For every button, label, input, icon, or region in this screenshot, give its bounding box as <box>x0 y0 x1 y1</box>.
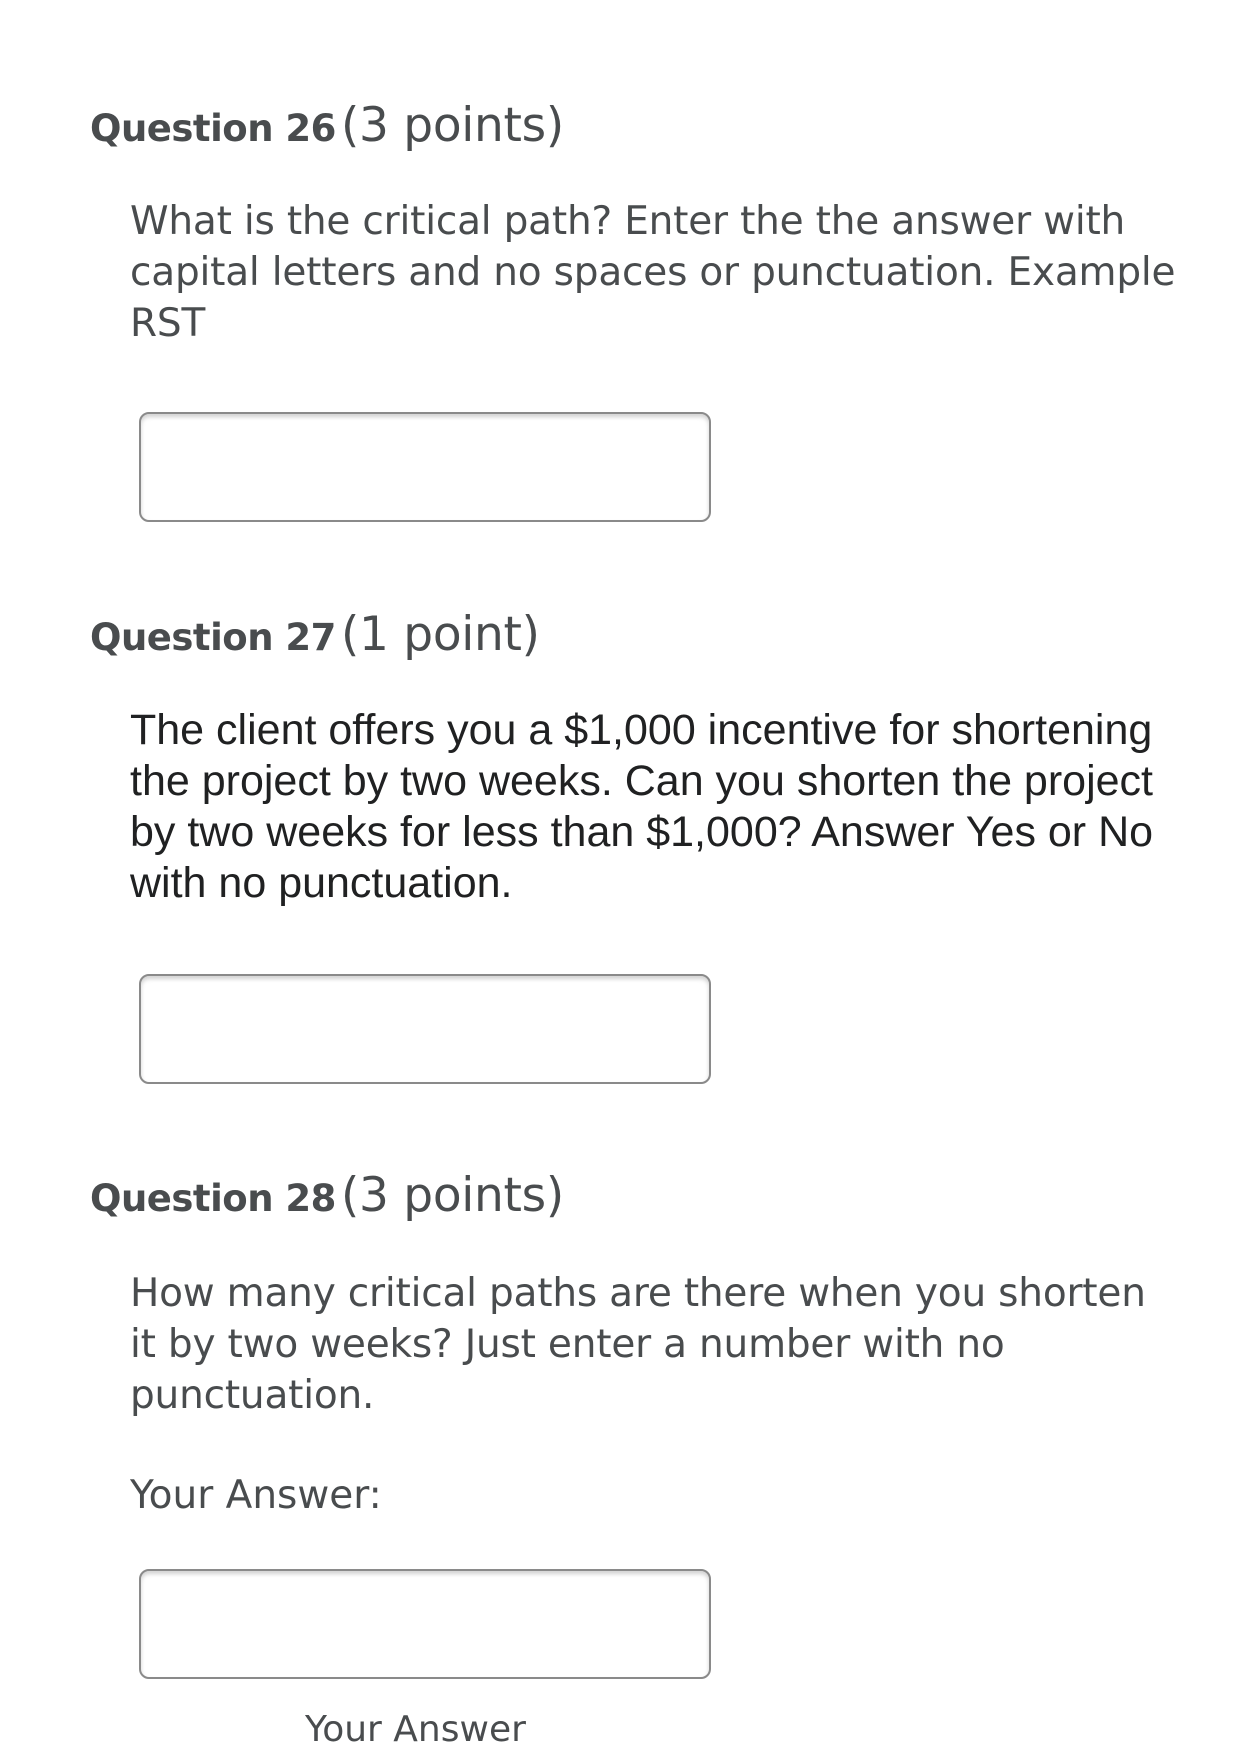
partial-your-answer-label: Your Answer <box>305 1709 526 1750</box>
question-27-header <box>90 607 540 662</box>
question-title: Question 26 <box>90 107 336 150</box>
question-28-text: How many critical paths are there when you shorten it by two weeks? Just enter a number with no punctuation. <box>130 1271 1146 1418</box>
question-26-answer-input[interactable] <box>139 412 711 522</box>
question-27-answer-input[interactable] <box>139 974 711 1084</box>
question-26-text: What is the critical path? Enter the the answer with capital letters and no spaces or punctuation. Example RST <box>130 199 1176 346</box>
question-points: (1 point) <box>341 607 540 662</box>
question-26-header <box>90 98 564 153</box>
question-28-header <box>90 1168 564 1223</box>
question-points: (3 points) <box>341 98 564 153</box>
question-title: Question 28 <box>90 1177 336 1220</box>
question-title: Question 27 <box>90 616 336 659</box>
question-27-text: The client offers you a $1,000 incentive for shortening the project by two weeks. Can you shorten the project by two weeks for less than $1,000? Answer Yes or No with no punctuation. <box>130 706 1154 907</box>
question-28-answer-input[interactable] <box>139 1569 711 1679</box>
question-points: (3 points) <box>341 1168 564 1223</box>
your-answer-label: Your Answer: <box>130 1473 382 1518</box>
